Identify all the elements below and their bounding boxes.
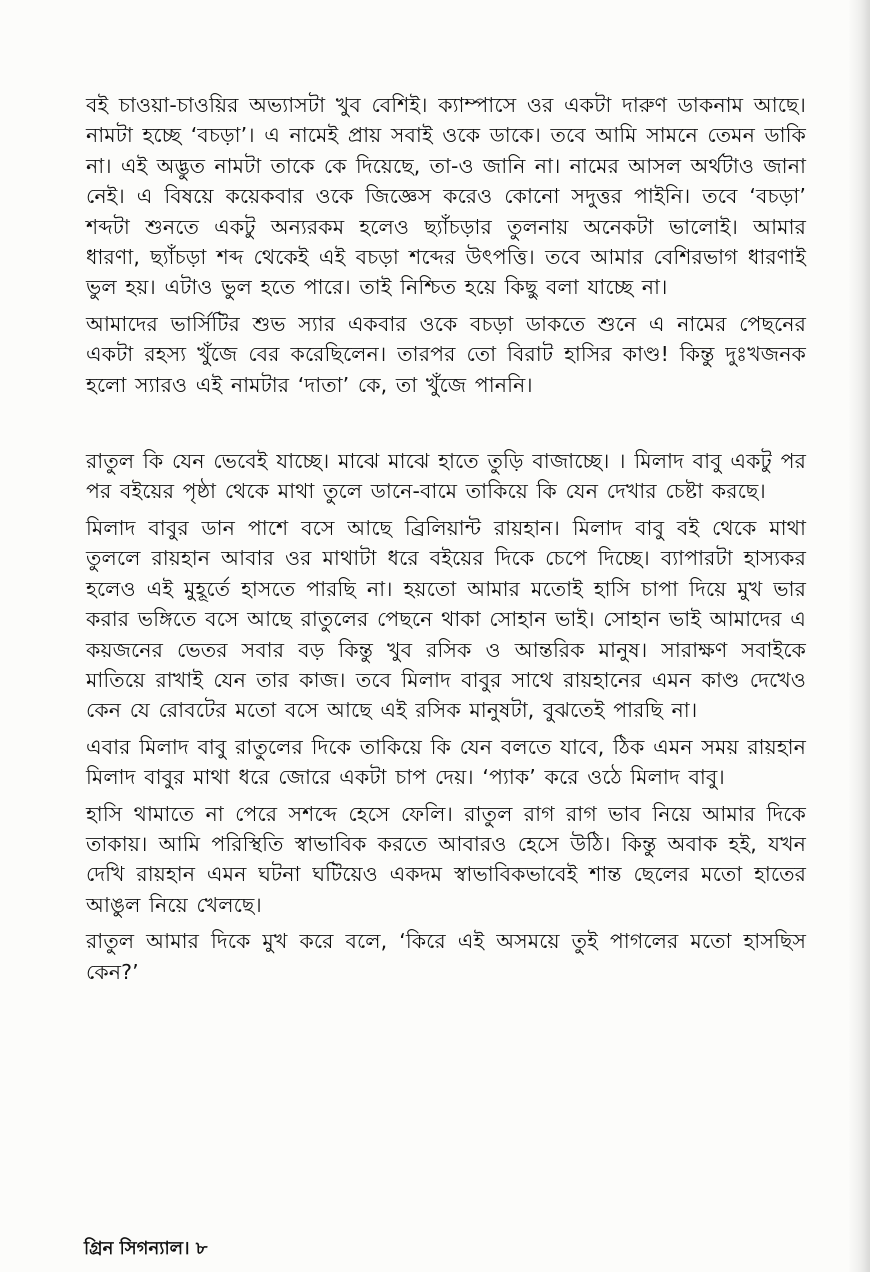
paragraph: রাতুল কি যেন ভেবেই যাচ্ছে। মাঝে মাঝে হাতে তুড়ি বাজাচ্ছে। । মিলাদ বাবু একটু পর পর বইয়ের পৃষ্ঠা থেকে মাথা তুলে ডানে-বামে তাকিয়ে কি যেন দেখার চেষ্টা করছে। — [86, 449, 806, 504]
paragraph: আমাদের ভার্সিটির শুভ স্যার একবার ওকে বচড়া ডাকতে শুনে এ নামের পেছনের একটা রহস্য খুঁজে বের করেছিলেন। তারপর তো বিরাট হাসির কাণ্ড! কিন্তু দুঃখজনক হলো স্যারও এই নামটার ‘দাতা’ কে, তা খুঁজে পাননি। — [86, 311, 806, 397]
paragraph: এবার মিলাদ বাবু রাতুলের দিকে তাকিয়ে কি যেন বলতে যাবে, ঠিক এমন সময় রায়হান মিলাদ বাবুর মাথা ধরে জোরে একটা চাপ দেয়। ‘প্যাক’ করে ওঠে মিলাদ বাবু। — [86, 734, 806, 790]
paragraph: রাতুল আমার দিকে মুখ করে বলে, ‘কিরে এই অসময়ে তুই পাগলের মতো হাসছিস কেন?’ — [86, 929, 806, 984]
paragraph: মিলাদ বাবুর ডান পাশে বসে আছে ব্রিলিয়ান্ট রায়হান। মিলাদ বাবু বই থেকে মাথা তুললে রায়হান আবার ওর মাথাটা ধরে বইয়ের দিকে চেপে দিচ্ছে। ব্যাপারটা হাস্যকর হলেও এই মুহূর্তে হাসতে পারছি না। হয়তো আমার মতোই হাসি চাপা দিয়ে মুখ ভার করার ভঙ্গিতে বসে আছে রাতুলের পেছনে থাকা সোহান ভাই। সোহান ভাই আমাদের এ কয়জনের ভেতর সবার বড় কিন্তু খুব রসিক ও আন্তরিক মানুষ। সারাক্ষণ সবাইকে মাতিয়ে রাখাই যেন তার কাজ। তবে মিলাদ বাবুর সাথে রায়হানের এমন কাণ্ড দেখেও কেন যে রোবটের মতো বসে আছে এই রসিক মানুষটা, বুঝতেই পারছি না। — [86, 515, 806, 723]
page-edge-shadow — [848, 0, 870, 1272]
page-body — [86, 90, 806, 993]
page-footer: গ্রিন সিগন্যাল। ৮ — [84, 1238, 208, 1259]
paragraph: বই চাওয়া-চাওয়ির অভ্যাসটা খুব বেশিই। ক্যাম্পাসে ওর একটা দারুণ ডাকনাম আছে। নামটা হচ্ছে ‘বচড়া’। এ নামেই প্রায় সবাই ওকে ডাকে। তবে আমি সামনে তেমন ডাকি না। এই অদ্ভুত নামটা তাকে কে দিয়েছে, তা-ও জানি না। নামের আসল অর্থটাও জানা নেই। এ বিষয়ে কয়েকবার ওকে জিজ্ঞেস করেও কোনো সদুত্তর পাইনি। তবে ‘বচড়া’ শব্দটা শুনতে একটু অন্যরকম হলেও ছ্যাঁচড়ার তুলনায় অনেকটা ভালোই। আমার ধারণা, ছ্যাঁচড়া শব্দ থেকেই এই বচড়া শব্দের উৎপত্তি। তবে আমার বেশিরভাগ ধারণাই ভুল হয়। এটাও ভুল হতে পারে। তাই নিশ্চিত হয়ে কিছু বলা যাচ্ছে না। — [86, 93, 806, 300]
section-break — [86, 406, 806, 446]
paragraph: হাসি থামাতে না পেরে সশব্দে হেসে ফেলি। রাতুল রাগ রাগ ভাব নিয়ে আমার দিকে তাকায়। আমি পরিস্থিতি স্বাভাবিক করতে আবারও হেসে উঠি। কিন্তু অবাক হই, যখন দেখি রায়হান এমন ঘটনা ঘটিয়েও একদম স্বাভাবিকভাবেই শান্ত ছেলের মতো হাতের আঙুল নিয়ে খেলছে। — [86, 801, 806, 917]
